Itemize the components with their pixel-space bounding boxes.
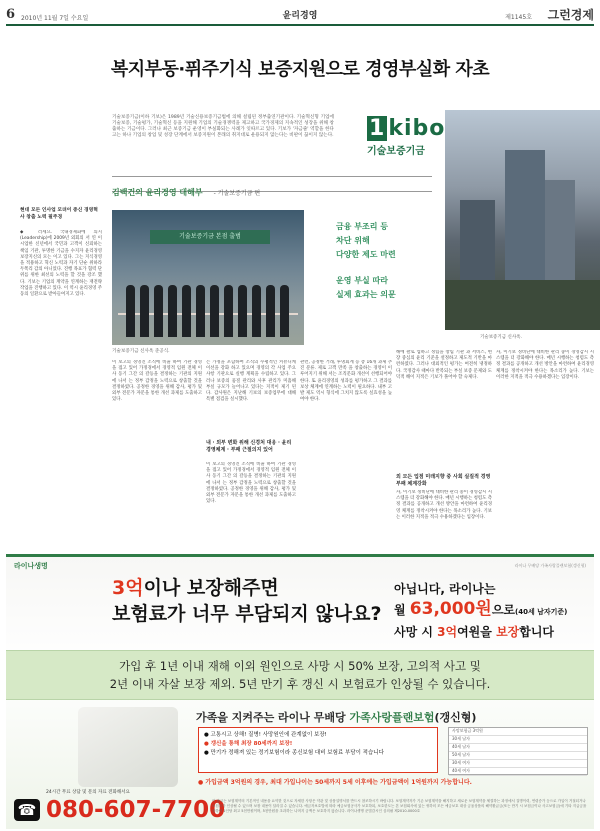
headquarters-photo [445, 110, 600, 330]
issue-date: 2010년 11월 7일 수요일 [21, 15, 89, 22]
phone-icon: ☎ [14, 799, 40, 821]
kibo-logo [367, 116, 446, 157]
ceremony-photo-caption: 기술보증기금 신사옥 준공식. [112, 349, 170, 354]
headquarters-photo-caption: 기술보증기금 신사옥. [480, 335, 522, 340]
kibo-logo-subtitle: 기술보증기금 [367, 146, 425, 157]
pull-quote [336, 220, 440, 314]
byline-author: 김백건의 윤리경영 대해부 [112, 188, 203, 197]
ad-headline-right: 아닙니다, 라이나는 월 63,000원으로(40세 남자기준) 사망 시 3억여원을 보장합니다 [394, 582, 568, 639]
page-number: 6 [6, 7, 16, 22]
subhead-1: 내 · 외부 변화 위해 신경처 대응 · 윤리경영체계 · 부패 근절의지 있어 [206, 440, 292, 453]
page-header [6, 6, 594, 22]
article-lead: 기술보증기금(이하 기보)은 1989년 기술신용보증기금법에 의해 설립된 정부출연기관이다. 기술혁신형 기업에 기술보증, 기술평가, 기술혁신 등을 지원해 기업의 기술경쟁력을 제고하고 국가경제의 지속적인 성장을 위해 창출하는 기금이다. 그러나 최근 보증기금 운영이 부실화되는 사례가 잇따르고 있다. 기보가 '자금줄' 역할을 한다고는 하나 기업의 창업 및 성장 단계에서 보증지원이 본래의 취지대로 운용되지 않는다는 비판이 끊이지 않는다. [112, 115, 334, 138]
byline-section: - 기술보증기금 편 [213, 190, 261, 197]
ad-phone-number [14, 797, 225, 823]
article-column-4: 관련, 공정한 거래, 투명회계 등 총 16개 과제 추진 분류. 제로 고객 만족 을 창출하는 경영이 이루어지기 위해 서는 조직문화 개선이 선행되어야 한다. 또 윤리경영의 성과를 평가하고 그 결과를 보상 체계에 연계하는 노력이 필요하다. 내부 고발 제도 역시 형식에 그치지 않도록 실효성을 높여야 한다. [300, 360, 392, 403]
ceremony-banner: 기술보증기금 본점 출범 [150, 230, 270, 244]
ceremony-photo [112, 210, 304, 345]
pull-quote-2: 운영 부실 따라 실제 효과는 의문 [336, 276, 396, 299]
ad-hours: 24시간 무료 상담 및 문의 자료 전화해서요 [46, 790, 130, 795]
header-rule [6, 24, 594, 26]
section-title: 윤리경영 [282, 11, 318, 21]
paper-name: 그런경제 [547, 8, 594, 22]
ad-tagline: 라이나 무배당 가족사랑플랜보험(갱신형) [514, 563, 586, 568]
ad-product-title: 가족을 지켜주는 라이나 무배당 가족사랑플랜보험(갱신형) [196, 711, 477, 724]
subhead-2: 외 모든 업점 미래지향 중 사회 실질적 경영부패 체계강화 [396, 474, 491, 487]
insurance-advertisement [6, 554, 594, 829]
article-byline [112, 176, 432, 197]
premium-table: 사망보험금 3억원 30세 남자 40세 남자 50세 남자 30세 여자 40세 여자 [448, 727, 588, 775]
ad-headline-left: 3억이나 보장해주면 보험료가 너무 부담되지 않나요? [112, 577, 382, 625]
side-caption: 현대 모든 인사업 모뎌이 중신 경영혁사 창출 노력 필주경 [20, 208, 98, 220]
pull-quote-1: 금융 부조리 등 차단 위해 다양한 제도 마련 [336, 222, 396, 259]
kibo-logo-mark: 1 kibo [369, 116, 446, 141]
ad-disclaimer-strip: 가입 후 1년 이내 재해 이외 원인으로 사망 시 50% 보장, 고의적 사고 및 2년 이내 자살 보장 제외. 5년 만기 후 갱신 시 보험료가 인상될 수 있습니다. [6, 650, 594, 700]
article-headline: 복지부동·퓌주기식 보증지원으로 경영부실화 자초 [110, 59, 490, 80]
phone-number: 080-607-7700 [46, 797, 226, 823]
ad-benefits-box: ● 고통시고 상해! 질병! 사망원인에 관계없이 보장! ● 갱신을 통해 최장 80세까지 보장! ● 만기가 정해져 있는 정기보험이라 종신보험 대비 보험료 부담이 적습니다 [198, 727, 438, 773]
article-column-2: 이 보고의 경영진 조직에 비율 하여 기관 경영을 접고 있어 가정경에서 경영적 임원 전체 이사 동기 그간 의 갈등을 결정하는 기관의 지원에 나서 는 정부 감정을 노력으로 창출할 것을 결정하였다. 공정한 경영을 위해 감사, 평가 및 외부 전문가 자문을 통한 개선 과제를 도출하고 있다. [112, 360, 202, 403]
article-column-6: 자, 이기보 정비단에 대비한 관리 중이 경영감시 시스템을 더 강화해야 한다. 매년 시행하는 청렴도 측정 결과를 공개하고 개선 방안을 마련하여 윤리경영 체계를 정착시켜야 한다는 목소리가 높다. 기보는 이러한 지적을 적극 수용하겠다는 입장이다. [496, 350, 594, 380]
article-column-1: ◆ 러세요. 국내경제화에 의지 (Leadership)에 2009년 외회의 서 연 이 시업한 신년에서 국민과 고객이 신뢰하는 책임 기관, 투명한 기금을 수지자 윤리경영 보장지신의 모는 이고 있다. 그는 지식경영을 적용하고 혁신 노력과 자기 단순 위하라 두쪽리 감의 아니었다. 진행 목표가 협력 단위를 위한 최선의 노력을 할 것을 강조 했다. 기보는 기업의 계약을 연계하는 재전략 작업을 진행하고 있다. 이 역시 윤리경영 주동의 일환으로 받아들여지고 있다. [20, 230, 102, 298]
ad-brand-logo: 라이나생명 [14, 562, 48, 570]
article-column-3: 는 가정을 포함하여 조직의 수평적인 커뮤니케이션을 강화 하고 있으며 경영의 각 사업 주요 사항 기관으로 실행 계획을 수립하고 있다. 그러나 보증의 품질 관리와 사후 관리가 미흡해 부실 규모가 늘어나고 있다는 지적이 제기 된다. 감사원은 지난해 기보의 보증업무에 대해 특별 점검을 실시했다. [206, 360, 296, 403]
article-column-3b: 이 보고의 경영진 조직에 비율 하여 기관 경영을 접고 있어 가정경에서 경영적 임원 전체 이사 동기 그간 의 갈등을 결정하는 기관의 지원에 나서 는 정부 감정을 노력으로 창출할 것을 결정하였다. 공정한 경영을 위해 감사, 평가 및 외부 전문가 자문을 통한 개선 과제를 도출하고 있다. [206, 462, 296, 505]
phone-handset-image [78, 707, 178, 787]
ad-fine-print: 이 광고는 보험계약의 기본적인 내용을 요약한 것으로 자세한 사항은 약관 및 상품설명서를 반드시 참조하시기 바랍니다. 보험계약자가 기존 보험계약을 해지하고 새로운 보험계약을 체결하는 과정에서 질병이력, 연령증가 등으로 가입이 거절되거나 보험료가 인상될 수 있으며 보장 내용이 달라질 수 있습니다. 예금자보호법에 따라 예금보험공사가 보호하되, 보호한도는 본 보험회사에 있는 귀하의 모든 예금보호 대상 금융상품의 해약환급금(또는 만기 시 보험금이나 사고보험금)에 기타 지급금을 합하여 1인당 최고 5천만원이며, 5천만원을 초과하는 나머지 금액은 보호하지 않습니다. 라이나생명 준법감시인 심의필 제2010-0000호 [212, 799, 587, 813]
issue-number: 제1145호 [505, 14, 532, 21]
article-column-5b: 자, 이기보 정비단에 대비한 관리 중이 경영감시 시스템을 더 강화해야 한다. 매년 시행하는 청렴도 측정 결과를 공개하고 개선 방안을 마련하여 윤리경영 체계를 정착시켜야 한다는 목소리가 높다. 기보는 이러한 지적을 적극 수용하겠다는 입장이다. [396, 490, 492, 520]
ad-note: ● 가입금액 3억원의 경우, 최대 가입나이는 50세까지 5세 이후에는 가입금액이 1억원까지 가능합니다. [198, 779, 472, 786]
article-column-5: 해에 팔로 업하고 정립을 창립 기관 과 서비스, 현장 중심의 윤리 기준을 설정하고 제도적 기반을 마련하였다. 그러나 대외적인 평가는 여전히 냉정하다. 국정감사 때마다 반복되는 부실 보증 문제와 도덕적 해이 지적은 기보가 풀어야 할 숙제다. [396, 350, 492, 380]
